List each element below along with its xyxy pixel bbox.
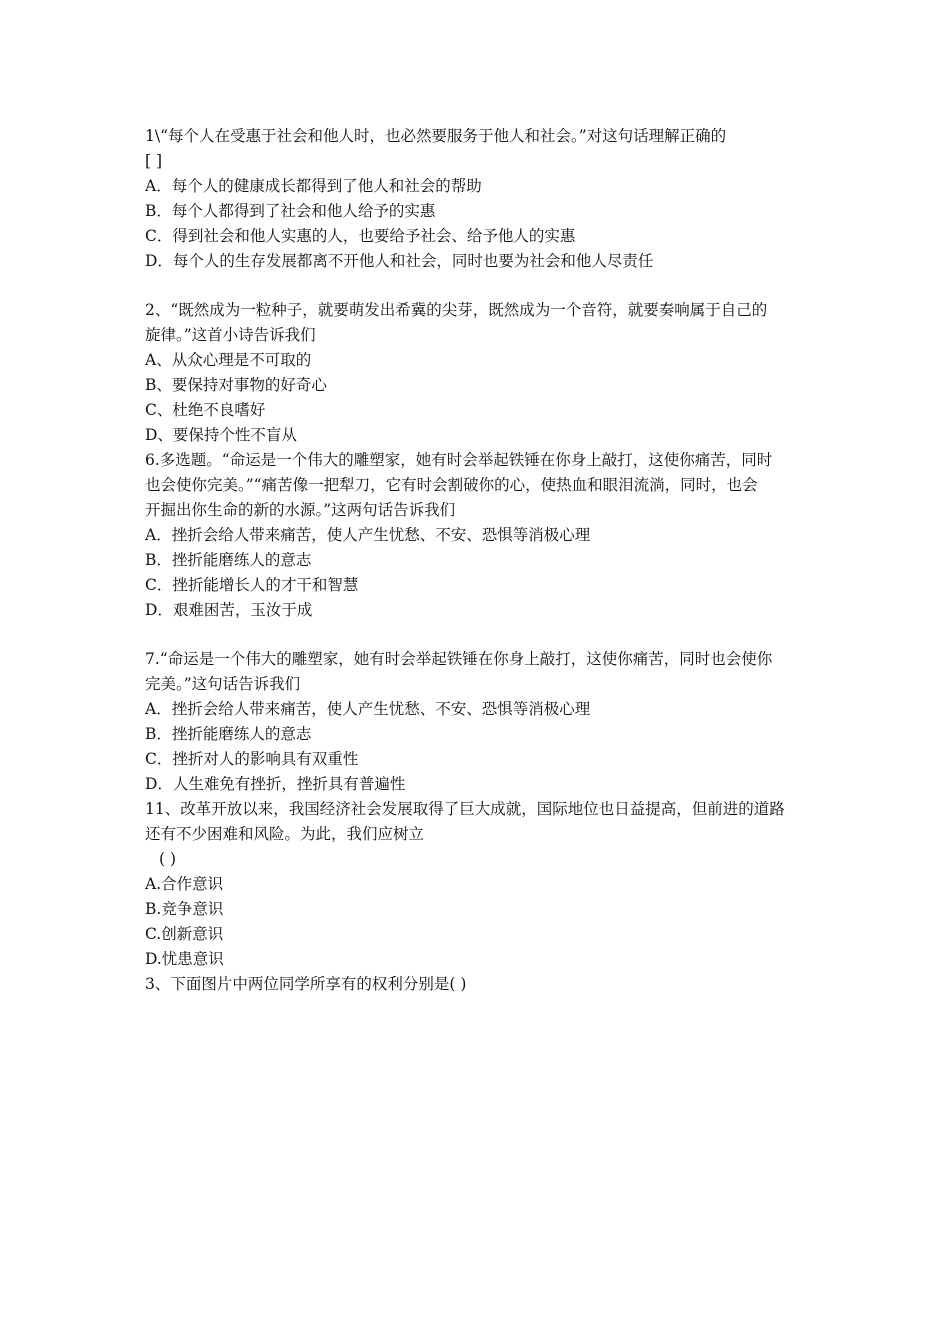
option-d: D．每个人的生存发展都离不开他人和社会，同时也要为社会和他人尽责任 [145,252,654,270]
option-b: B．挫折能磨练人的意志 [145,725,312,743]
question-stem-line: 完美。”这句话告诉我们 [145,675,301,693]
option-a: A．每个人的健康成长都得到了他人和社会的帮助 [145,177,482,195]
question-stem-line: 3、下面图片中两位同学所享有的权利分别是( ) [145,975,467,993]
option-c: C、杜绝不良嗜好 [145,401,266,419]
option-c: C．得到社会和他人实惠的人，也要给予社会、给予他人的实惠 [145,227,576,245]
question-2 [145,298,810,448]
option-d: D、要保持个性不盲从 [145,426,297,444]
option-d: D．艰难困苦，玉汝于成 [145,601,313,619]
answer-parentheses: ( ) [159,850,177,868]
question-11 [145,797,810,972]
option-c: C.创新意识 [145,925,224,943]
question-stem-line: 开掘出你生命的新的水源。”这两句话告诉我们 [145,501,456,519]
question-stem-line: 2、“既然成为一粒种子，就要萌发出希冀的尖芽，既然成为一个音符，就要奏响属于自己的 [145,301,768,319]
question-3 [145,972,810,997]
option-a: A．挫折会给人带来痛苦，使人产生忧愁、不安、恐惧等消极心理 [145,700,591,718]
option-b: B．每个人都得到了社会和他人给予的实惠 [145,202,436,220]
question-stem-line: 也会使你完美。”“痛苦像一把犁刀，它有时会割破你的心，使热血和眼泪流淌，同时，也会 [145,476,758,494]
question-stem-line: 11、改革开放以来，我国经济社会发展取得了巨大成就，国际地位也日益提高，但前进的道路 [145,800,785,818]
option-d: D.忧患意识 [145,950,224,968]
option-c: C．挫折能增长人的才干和智慧 [145,576,359,594]
question-stem-line: 还有不少困难和风险。为此，我们应树立 [145,825,425,843]
option-a: A．挫折会给人带来痛苦，使人产生忧愁、不安、恐惧等消极心理 [145,526,591,544]
option-d: D．人生难免有挫折，挫折具有普遍性 [145,775,406,793]
option-b: B．挫折能磨练人的意志 [145,551,312,569]
option-c: C．挫折对人的影响具有双重性 [145,750,359,768]
blank-line [145,623,810,647]
question-1 [145,124,810,274]
answer-bracket: [ ] [145,152,163,170]
question-stem-line: 7.“命运是一个伟大的雕塑家，她有时会举起铁锤在你身上敲打，这使你痛苦，同时也会使你 [145,650,773,668]
blank-line [145,274,810,298]
question-stem-line: 旋律。”这首小诗告诉我们 [145,326,316,344]
option-a: A、从众心理是不可取的 [145,351,312,369]
option-b: B、要保持对事物的好奇心 [145,376,327,394]
option-a: A.合作意识 [145,875,224,893]
document-page [145,124,810,997]
question-6 [145,448,810,623]
option-b: B.竞争意识 [145,900,224,918]
question-stem-line: 1\“每个人在受惠于社会和他人时，也必然要服务于他人和社会。”对这句话理解正确的 [145,127,727,145]
question-7 [145,647,810,797]
question-stem-line: 6.多选题。“命运是一个伟大的雕塑家，她有时会举起铁锤在你身上敲打，这使你痛苦，同时 [145,451,773,469]
